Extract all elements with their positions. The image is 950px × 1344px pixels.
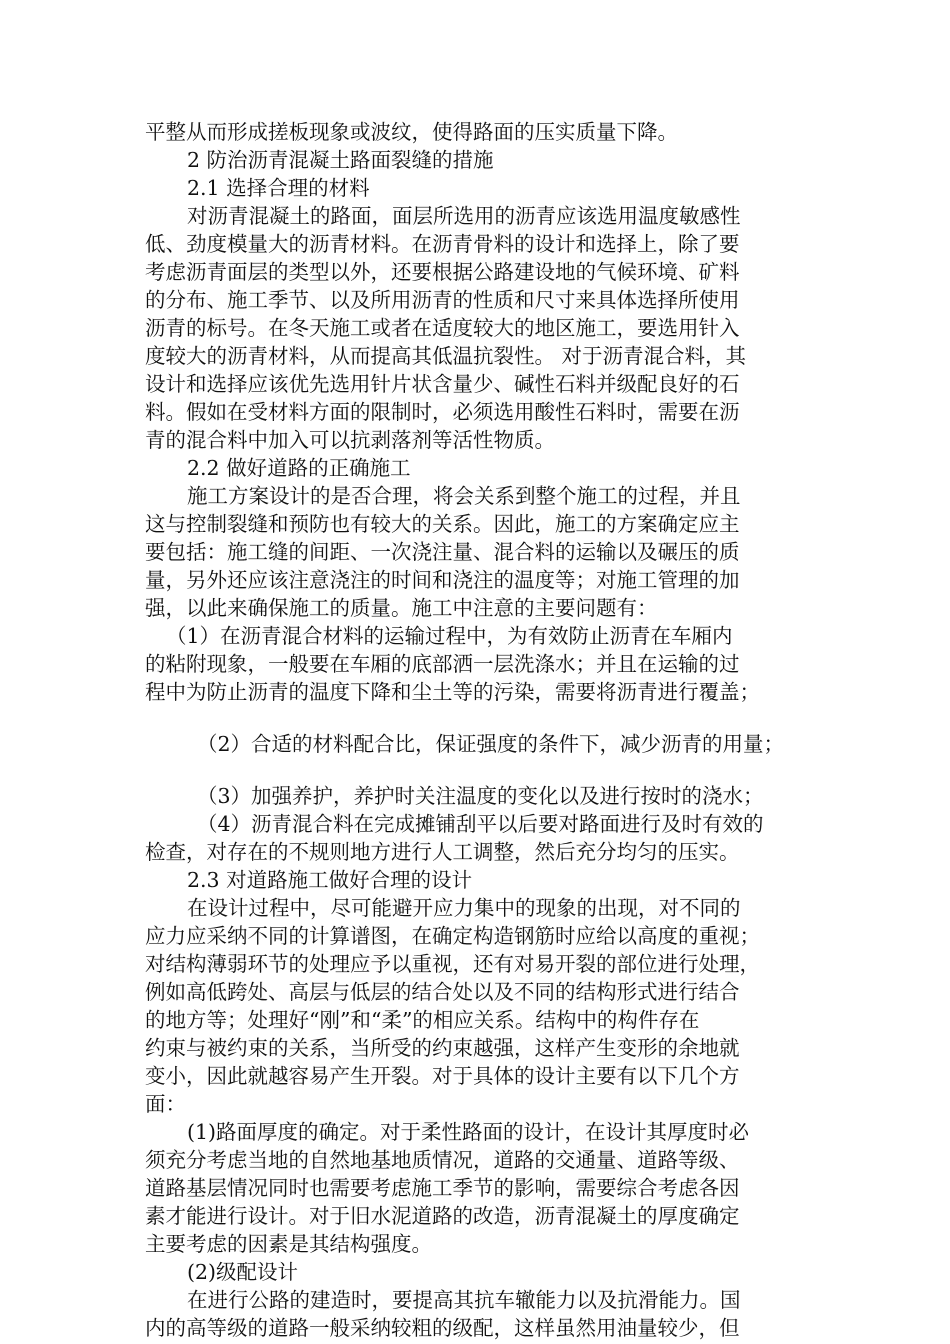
paragraph-line: 要包括：施工缝的间距、一次浇注量、混合料的运输以及碾压的质 — [145, 540, 740, 564]
list-item-line: （1）在沥青混合材料的运输过程中，为有效防止沥青在车厢内 — [166, 624, 733, 648]
paragraph-line: 这与控制裂缝和预防也有较大的关系。因此，施工的方案确定应主 — [145, 512, 740, 536]
paragraph-line: 的分布、施工季节、以及所用沥青的性质和尺寸来具体选择所使用 — [145, 288, 740, 312]
paragraph-line: 道路基层情况同时也需要考虑施工季节的影响，需要综合考虑各因 — [145, 1176, 740, 1200]
paragraph-line: 施工方案设计的是否合理，将会关系到整个施工的过程，并且 — [187, 484, 741, 508]
paragraph-line: 面： — [145, 1092, 186, 1116]
paragraph-line: 应力应采纳不同的计算谱图，在确定构造钢筋时应给以高度的重视； — [145, 924, 760, 948]
list-item-line: （3）加强养护，养护时关注温度的变化以及进行按时的浇水； — [197, 784, 764, 808]
paragraph-line: 平整从而形成搓板现象或波纹，使得路面的压实质量下降。 — [145, 120, 678, 144]
paragraph-line: 青的混合料中加入可以抗剥落剂等活性物质。 — [145, 428, 555, 452]
paragraph-line: 量，另外还应该注意浇注的时间和浇注的温度等；对施工管理的加 — [145, 568, 740, 592]
list-item-line: （2）合适的材料配合比，保证强度的条件下，减少沥青的用量； — [197, 732, 785, 756]
paragraph-line: 低、劲度模量大的沥青材料。在沥青骨料的设计和选择上，除了要 — [145, 232, 740, 256]
subsection-heading: 2.1 选择合理的材料 — [187, 176, 370, 200]
paragraph-line: 强，以此来确保施工的质量。施工中注意的主要问题有： — [145, 596, 658, 620]
paragraph-line: 须充分考虑当地的自然地基地质情况，道路的交通量、道路等级、 — [145, 1148, 740, 1172]
paragraph-line: 沥青的标号。在冬天施工或者在适度较大的地区施工，要选用针入 — [145, 316, 740, 340]
subsection-heading: 2.3 对道路施工做好合理的设计 — [187, 868, 473, 892]
section-heading: 2 防治沥青混凝土路面裂缝的措施 — [187, 148, 494, 172]
paragraph-line: 考虑沥青面层的类型以外，还要根据公路建设地的气候环境、矿料 — [145, 260, 740, 284]
paragraph-line: 在设计过程中，尽可能避开应力集中的现象的出现，对不同的 — [187, 896, 741, 920]
paragraph-line: 对结构薄弱环节的处理应予以重视，还有对易开裂的部位进行处理， — [145, 952, 760, 976]
list-item-line: (1)路面厚度的确定。对于柔性路面的设计，在设计其厚度时必 — [187, 1120, 750, 1144]
document-body — [145, 118, 815, 1342]
list-item-line: (2)级配设计 — [187, 1260, 299, 1284]
paragraph-line: 设计和选择应该优先选用针片状含量少、碱性石料并级配良好的石 — [145, 372, 740, 396]
list-item-line: （4）沥青混合料在完成摊铺刮平以后要对路面进行及时有效的 — [197, 812, 764, 836]
paragraph-line: 在进行公路的建造时，要提高其抗车辙能力以及抗滑能力。国 — [187, 1288, 741, 1312]
blank-line — [145, 706, 815, 730]
blank-line — [145, 758, 815, 782]
paragraph-line: 料。假如在受材料方面的限制时，必须选用酸性石料时，需要在沥 — [145, 400, 740, 424]
paragraph-line: 检查，对存在的不规则地方进行人工调整，然后充分均匀的压实。 — [145, 840, 740, 864]
paragraph-line: 约束与被约束的关系，当所受的约束越强，这样产生变形的余地就 — [145, 1036, 740, 1060]
paragraph-line: 变小，因此就越容易产生开裂。对于具体的设计主要有以下几个方 — [145, 1064, 740, 1088]
paragraph-line: 主要考虑的因素是其结构强度。 — [145, 1232, 432, 1256]
paragraph-line: 的粘附现象，一般要在车厢的底部洒一层洗涤水；并且在运输的过 — [145, 652, 740, 676]
paragraph-line: 的地方等；处理好“刚”和“柔”的相应关系。结构中的构件存在 — [145, 1008, 700, 1032]
paragraph-line: 程中为防止沥青的温度下降和尘土等的污染，需要将沥青进行覆盖； — [145, 680, 760, 704]
paragraph-line: 例如高低跨处、高层与低层的结合处以及不同的结构形式进行结合 — [145, 980, 740, 1004]
paragraph-line: 对沥青混凝土的路面，面层所选用的沥青应该选用温度敏感性 — [187, 204, 741, 228]
subsection-heading: 2.2 做好道路的正确施工 — [187, 456, 411, 480]
paragraph-line: 度较大的沥青材料，从而提高其低温抗裂性。 对于沥青混合料，其 — [145, 344, 747, 368]
paragraph-line: 内的高等级的道路一般采纳较粗的级配，这样虽然用油量较少，但 — [145, 1316, 740, 1340]
paragraph-line: 素才能进行设计。对于旧水泥道路的改造，沥青混凝土的厚度确定 — [145, 1204, 740, 1228]
